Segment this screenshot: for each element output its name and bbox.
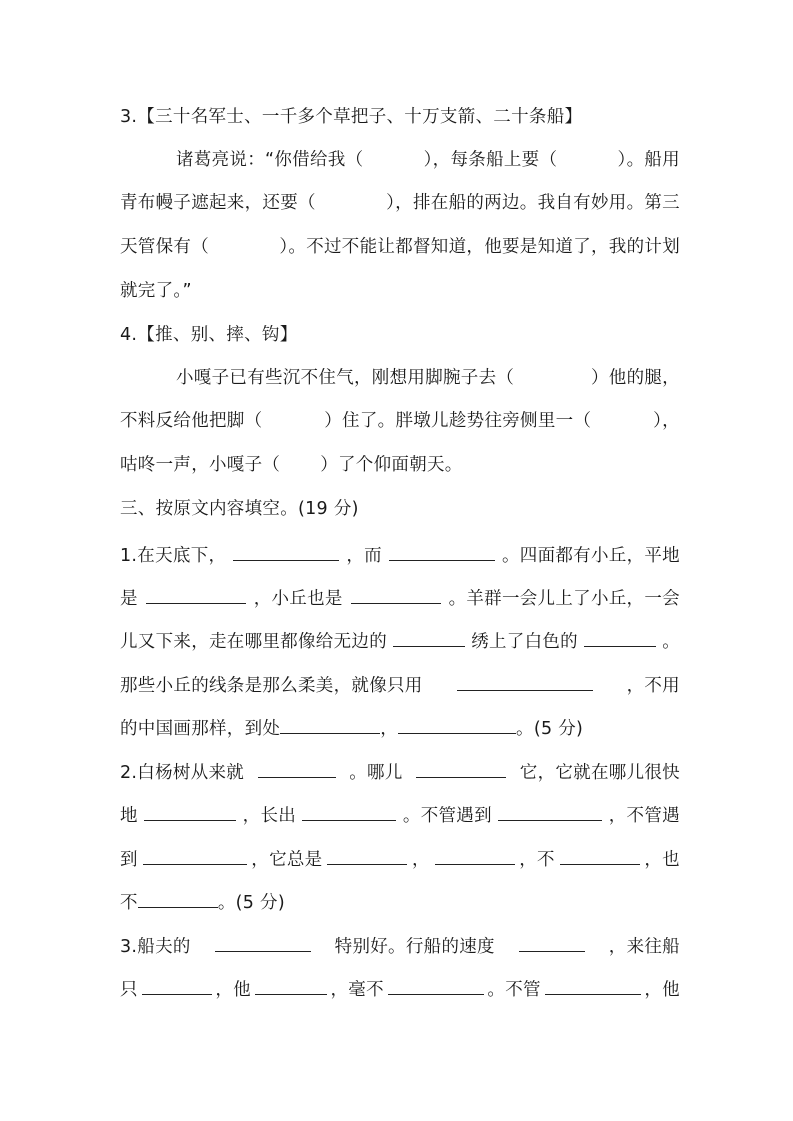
fill-blank[interactable] — [388, 972, 484, 995]
fill1-line-3: 儿又下来，走在哪里都像给无边的 绣上了白色的 。 — [120, 624, 680, 654]
fill-blank[interactable] — [142, 972, 212, 995]
fill-blank[interactable] — [393, 624, 465, 647]
section-3-heading: 三、按原文内容填空。(19 分) — [120, 499, 359, 519]
fill3-line-2: 只 ，他 ，毫不 。不管 ，他 — [120, 972, 680, 1002]
q3-passage-line-4: 就完了。” — [120, 281, 192, 301]
fill-blank[interactable] — [143, 842, 247, 865]
fill-blank[interactable] — [519, 929, 585, 952]
fill-blank[interactable] — [302, 798, 396, 821]
fill-blank[interactable] — [389, 538, 495, 561]
fill2-line-1: 2.白杨树从来就 。哪儿 它，它就在哪儿很快 — [120, 755, 680, 785]
fill-blank[interactable] — [144, 798, 236, 821]
fill-blank[interactable] — [351, 581, 441, 604]
fill-blank[interactable] — [215, 929, 311, 952]
fill-blank[interactable] — [398, 711, 516, 734]
fill2-line-3: 到 ，它总是 ， ，不 ，也 — [120, 842, 680, 872]
fill-blank[interactable] — [146, 581, 246, 604]
fill-blank[interactable] — [327, 842, 407, 865]
fill-blank[interactable] — [233, 538, 339, 561]
fill-blank[interactable] — [545, 972, 641, 995]
fill3-line-1: 3.船夫的 特别好。行船的速度 ，来往船 — [120, 929, 680, 959]
q4-word-bank-label: 4.【推、别、摔、钩】 — [120, 325, 298, 345]
fill1-line-2: 是 ，小丘也是 。羊群一会儿上了小丘，一会 — [120, 581, 680, 611]
fill-blank[interactable] — [280, 711, 380, 734]
fill-blank[interactable] — [457, 668, 593, 691]
fill2-line-2: 地 ，长出 。不管遇到 ，不管遇 — [120, 798, 680, 828]
fill-blank[interactable] — [498, 798, 602, 821]
fill1-line-5: 的中国画那样，到处 ， 。(5 分) — [120, 711, 680, 741]
q3-passage-line-1: 诸葛亮说：“你借给我（ ），每条船上要（ ）。船用 — [176, 150, 680, 170]
q3-passage-line-3: 天管保有（ ）。不过不能让都督知道，他要是知道了，我的计划 — [120, 237, 680, 257]
q4-passage-line-1: 小嘎子已有些沉不住气，刚想用脚腕子去（ ）他的腿， — [176, 368, 680, 388]
fill2-line-4: 不 。(5 分) — [120, 885, 680, 915]
q4-passage-line-2: 不料反给他把脚（ ）住了。胖墩儿趁势往旁侧里一（ ）， — [120, 411, 680, 431]
fill1-line-4: 那些小丘的线条是那么柔美，就像只用 ，不用 — [120, 668, 680, 698]
fill-blank[interactable] — [560, 842, 640, 865]
fill-blank[interactable] — [435, 842, 515, 865]
fill1-line-1: 1.在天底下， ，而 。四面都有小丘，平地 — [120, 538, 680, 568]
fill-blank[interactable] — [138, 885, 218, 908]
fill-blank[interactable] — [416, 755, 506, 778]
fill-blank[interactable] — [584, 624, 656, 647]
fill-blank[interactable] — [258, 755, 336, 778]
fill-blank[interactable] — [255, 972, 327, 995]
q3-word-bank-label: 3.【三十名军士、一千多个草把子、十万支箭、二十条船】 — [120, 107, 583, 127]
q4-passage-line-3: 咕咚一声，小嘎子（ ）了个仰面朝天。 — [120, 455, 463, 475]
q3-passage-line-2: 青布幔子遮起来，还要（ ），排在船的两边。我自有妙用。第三 — [120, 193, 680, 213]
